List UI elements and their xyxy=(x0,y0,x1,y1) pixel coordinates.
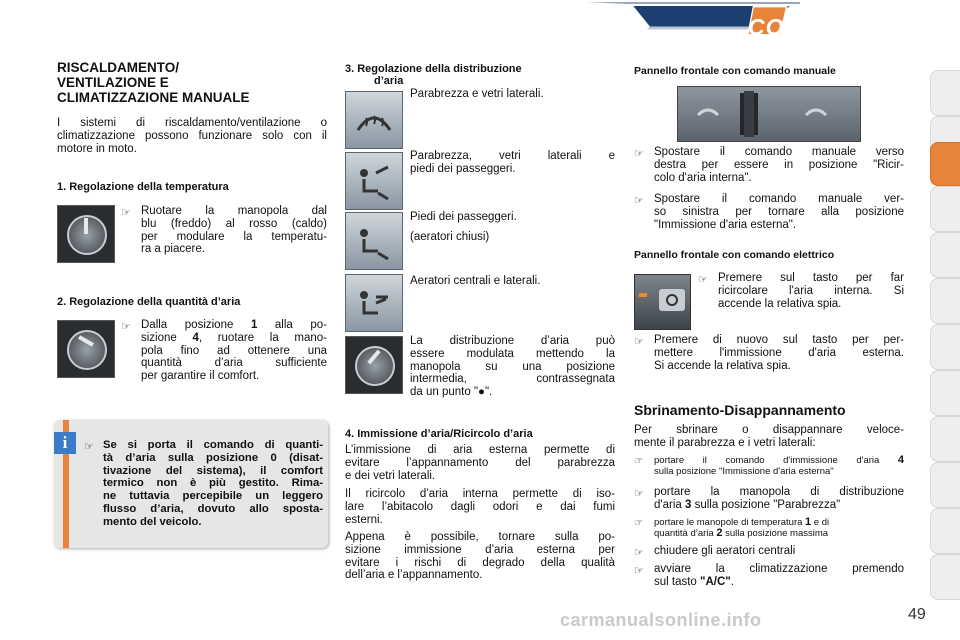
info-text: Se si porta il comando di quanti- tà d’aria sulla posizione 0 (disat- tivazione del sistema), il comfort termico non è più gestito. Rima- ne tuttavia percepibile un leggero flusso d’aria, dovuto allo sposta- mento del veicolo. xyxy=(103,439,323,528)
windscreen-feet-icon xyxy=(345,152,403,210)
chapter-tab-1[interactable] xyxy=(930,70,960,116)
page-number: 49 xyxy=(908,606,926,623)
face-vent-icon xyxy=(345,274,403,332)
sec4-title: 4. Immissione d’aria/Ricircolo d’aria xyxy=(345,428,533,440)
pointing-hand-icon: ☞ xyxy=(634,547,644,559)
pointing-hand-icon: ☞ xyxy=(634,456,643,467)
dist-item-3: Piedi dei passeggeri. (aeratori chiusi) xyxy=(410,211,517,243)
pointing-hand-icon: ☞ xyxy=(634,565,644,577)
pointing-hand-icon: ☞ xyxy=(121,207,131,219)
chapter-tab-10[interactable] xyxy=(930,508,960,554)
pointing-hand-icon: ☞ xyxy=(634,518,643,529)
chapter-tab-5[interactable] xyxy=(930,278,960,324)
pointing-hand-icon: ☞ xyxy=(634,195,644,207)
manual-panel-title: Pannello frontale con comando manuale xyxy=(634,65,836,77)
chapter-tab-9[interactable] xyxy=(930,462,960,508)
distribution-knob-image xyxy=(345,336,403,394)
recirculation-button-image xyxy=(634,274,691,330)
sec1-text: Ruotare la manopola dal blu (freddo) al rosso (caldo) per modulare la temperatu- ra a piacere. xyxy=(141,205,327,256)
pointing-hand-icon: ☞ xyxy=(84,441,94,453)
sec1-title: 1. Regolazione della temperatura xyxy=(57,181,229,193)
air-quantity-knob-image xyxy=(57,320,115,378)
defrost-bullet-4: chiudere gli aeratori centrali xyxy=(654,545,796,557)
section-title: RISCALDAMENTO/ VENTILAZIONE E CLIMATIZZAZIONE MANUALE xyxy=(57,60,250,105)
sec2-title: 2. Regolazione della quantità d’aria xyxy=(57,296,241,308)
chapter-tab-7[interactable] xyxy=(930,370,960,416)
electric-bullet-1: Premere sul tasto per far ricircolare l'aria interna. Si accende la relativa spia. xyxy=(718,272,904,310)
chapter-tab-6[interactable] xyxy=(930,324,960,370)
manual-bullet-2: Spostare il comando manuale ver- so sinistra per tornare alla posizione "Immissione d'aria esterna". xyxy=(654,193,904,231)
pointing-hand-icon: ☞ xyxy=(121,321,131,333)
dist-item-2: Parabrezza, vetri laterali e piedi dei passeggeri. xyxy=(410,150,615,175)
defrost-bullet-1: portare il comando d'immissione d'aria 4 sulla posizione "Immissione d'aria esterna" xyxy=(654,454,904,477)
defrost-intro: Per sbrinare o disappannare veloce- mente il parabrezza e i vetri laterali: xyxy=(634,424,904,449)
feet-vent-icon xyxy=(345,212,403,270)
chapter-tab-4[interactable] xyxy=(930,232,960,278)
chapter-tab-11[interactable] xyxy=(930,554,960,600)
manual-bullet-1: Spostare il comando manuale verso destra per essere in posizione "Ricir- colo d'aria interna". xyxy=(654,146,904,184)
defrost-bullet-2: portare la manopola di distribuzione d'aria 3 sulla posizione "Parabrezza" xyxy=(654,486,904,511)
defrost-title: Sbrinamento-Disappannamento xyxy=(634,402,846,418)
defrost-bullet-3: portare le manopole di temperatura 1 e di quantità d’aria 2 sulla posizione massima xyxy=(654,516,830,539)
chapter-tab-active[interactable] xyxy=(930,142,960,186)
dist-item-5: La distribuzione d’aria può essere modulata mettendo la manopola su una posizione intermedia, contrassegnata da un punto "●". xyxy=(410,335,615,399)
chapter-tab-3[interactable] xyxy=(930,186,960,232)
sec2-text: Dalla posizione 1 alla po- sizione 4, ruotare la mano- pola fino ad ottenere una quantità d’aria sufficiente per garantire il comfort. xyxy=(141,319,327,383)
sec4-para-1: L’immissione di aria esterna permette di evitare l’appannamento del parabrezza e dei vetri laterali. xyxy=(345,444,615,482)
info-icon: i xyxy=(54,432,76,454)
sec4-para-2: Il ricircolo d’aria interna permette di iso- lare l’abitacolo dagli odori e dai fumi esterni. xyxy=(345,488,615,526)
sec3-title: 3. Regolazione della distribuzione d’aria xyxy=(345,63,522,87)
chapter-tab-8[interactable] xyxy=(930,416,960,462)
windscreen-demist-icon xyxy=(345,91,403,149)
manual-slider-image xyxy=(677,86,861,142)
pointing-hand-icon: ☞ xyxy=(634,148,644,160)
watermark: carmanualsonline.info xyxy=(560,610,762,630)
electric-panel-title: Pannello frontale con comando elettrico xyxy=(634,249,835,261)
pointing-hand-icon: ☞ xyxy=(634,488,644,500)
chapter-number: 2 xyxy=(906,14,924,47)
page-title: COMFORT xyxy=(748,14,871,40)
electric-bullet-2: Premere di nuovo sul tasto per per- mettere l'immissione d'aria esterna. Si accende la relativa spia. xyxy=(654,334,904,372)
sec4-para-3: Appena è possibile, tornare sulla po- sizione immissione d’aria esterna per evitare i rischi di degrado della qualità dell’aria e l’appannamento. xyxy=(345,531,615,582)
pointing-hand-icon: ☞ xyxy=(634,336,644,348)
temperature-knob-image xyxy=(57,205,115,263)
dist-item-4: Aeratori centrali e laterali. xyxy=(410,275,541,287)
intro-text: I sistemi di riscaldamento/ventilazione o climatizzazione possono funzionare solo con il motore in moto. xyxy=(57,117,327,155)
dist-item-1: Parabrezza e vetri laterali. xyxy=(410,88,544,100)
defrost-bullet-5: avviare la climatizzazione premendo sul tasto "A/C". xyxy=(654,563,904,588)
pointing-hand-icon: ☞ xyxy=(698,274,708,286)
